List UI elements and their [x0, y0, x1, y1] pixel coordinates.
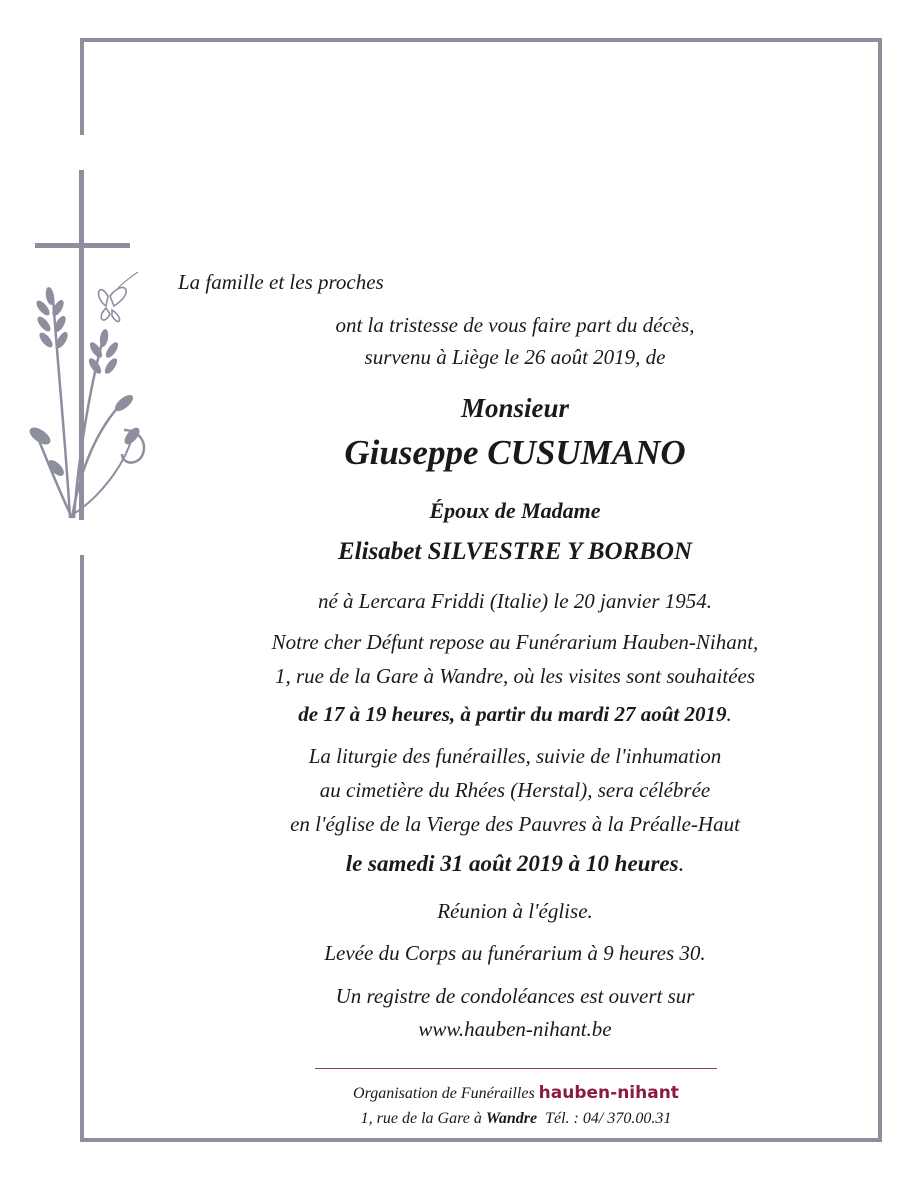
registry-line-1: Un registre de condoléances est ouvert sur — [335, 984, 695, 1008]
cross-wheat-butterfly-icon — [28, 168, 158, 528]
frame-left-upper — [80, 38, 84, 135]
liturgy-line-2: au cimetière du Rhées (Herstal), sera célébrée — [319, 778, 711, 802]
rest-line-1: Notre cher Défunt repose au Funérarium Hauben-Nihant, — [271, 630, 759, 654]
footer-org-label: Organisation de Funérailles — [353, 1085, 535, 1102]
liturgy-line-3: en l'église de la Vierge des Pauvres à la Préalle-Haut — [290, 812, 740, 836]
honorific-title: Monsieur — [460, 393, 570, 423]
deceased-name: Giuseppe CUSUMANO — [344, 433, 686, 472]
spouse-name: Elisabet SILVESTRE Y BORBON — [337, 538, 693, 565]
birth-info: né à Lercara Friddi (Italie) le 20 janvier 1954. — [317, 589, 713, 613]
visit-hours-period: . — [726, 702, 732, 726]
footer-phone: Tél. : 04/ 370.00.31 — [545, 1110, 672, 1127]
footer-address — [315, 1110, 717, 1128]
visit-hours-line — [180, 702, 850, 727]
spouse-prefix: Époux de Madame — [429, 498, 601, 523]
announcement-line-2: survenu à Liège le 26 août 2019, de — [364, 345, 666, 369]
footer-organisation — [315, 1083, 717, 1103]
intro-text: La famille et les proches — [178, 270, 384, 294]
rest-line-2: 1, rue de la Gare à Wandre, où les visites sont souhaitées — [274, 664, 756, 688]
liturgy-line-1: La liturgie des funérailles, suivie de l'inhumation — [308, 744, 722, 768]
visit-hours: de 17 à 19 heures, à partir du mardi 27 août 2019 — [298, 702, 727, 726]
frame-top — [80, 38, 882, 42]
announcement-line-1: ont la tristesse de vous faire part du décès, — [335, 313, 695, 337]
frame-bottom — [80, 1138, 882, 1142]
footer-divider — [315, 1068, 717, 1069]
frame-left-lower — [80, 555, 84, 1142]
registry-website: www.hauben-nihant.be — [418, 1017, 612, 1041]
footer-address-prefix: 1, rue de la Gare à — [360, 1110, 482, 1127]
meeting-info: Réunion à l'église. — [437, 899, 593, 923]
ceremony-date-line — [180, 851, 850, 877]
footer-address-city: Wandre — [485, 1110, 538, 1127]
levee-info: Levée du Corps au funérarium à 9 heures 30. — [324, 941, 706, 965]
frame-right — [878, 38, 882, 1142]
ceremony-date: le samedi 31 août 2019 à 10 heures — [345, 851, 679, 876]
ceremony-date-period: . — [678, 851, 685, 876]
brand-logo: hauben-nihant — [538, 1083, 679, 1103]
